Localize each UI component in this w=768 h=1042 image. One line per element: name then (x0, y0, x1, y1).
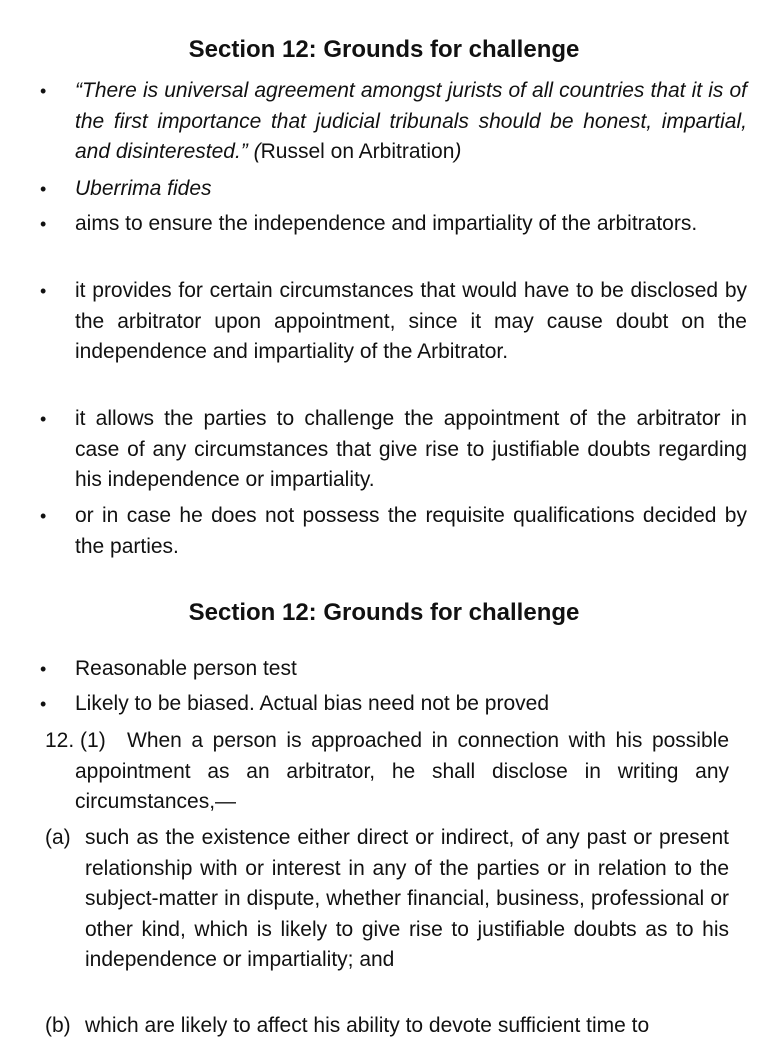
bullet-icon: • (40, 81, 47, 101)
bullet-text: Uberrima fides (75, 177, 212, 200)
bullet-text: it allows the parties to challenge the appointment of the arbitrator in case of any circumstances that give rise to justifiable doubts regarding his independence or impartiality. (75, 407, 747, 491)
clause-number: (a) (45, 826, 71, 849)
quote-text (75, 76, 747, 168)
bullet-item (40, 174, 748, 205)
quote-source: Russel on Arbitration (260, 140, 455, 163)
bullet-icon: • (40, 179, 47, 199)
bullet-text: or in case he does not possess the requisite qualifications decided by the parties. (75, 504, 747, 558)
bullet-icon: • (40, 659, 47, 679)
bullet-icon: • (40, 409, 47, 429)
bullet-item (40, 654, 748, 685)
bullet-item (40, 501, 748, 562)
clause-12-1 (45, 726, 729, 818)
bullet-item (40, 276, 748, 398)
quote-close: ) (454, 140, 462, 163)
bullet-item (40, 689, 748, 720)
clause-b (45, 1011, 729, 1042)
clause-text: which are likely to affect his ability to devote sufficient time to (85, 1014, 650, 1037)
bullet-item-quote (40, 76, 748, 168)
clause-text: such as the existence either direct or indirect, of any past or present relationship with or interest in any of the parties or in relation to the subject-matter in dispute, whether financial, business, professional or other kind, which is likely to give rise to justifiable doubts as to his independence or impartiality; and (85, 826, 729, 971)
bullet-icon: • (40, 214, 47, 234)
section-title-2: Section 12: Grounds for challenge (188, 599, 580, 626)
bullet-text: Likely to be biased. Actual bias need not be proved (75, 692, 549, 715)
bullet-icon: • (40, 506, 47, 526)
section-title-1: Section 12: Grounds for challenge (188, 36, 580, 63)
clause-number: 12. (1) (45, 729, 106, 752)
clause-a (45, 823, 729, 1007)
bullet-item (40, 404, 748, 496)
bullet-text: aims to ensure the independence and impartiality of the arbitrators. (75, 212, 698, 235)
bullet-icon: • (40, 281, 47, 301)
bullet-text: Reasonable person test (75, 657, 297, 680)
bullet-item (40, 209, 748, 270)
clause-text-wrapper (45, 726, 729, 818)
bullet-icon: • (40, 694, 47, 714)
quote-italic: “There is universal agreement amongst jurists of all countries that it is of the first importance that judicial tribunals should be honest, impartial, and disinterested.” ( (75, 79, 747, 163)
bullet-text: it provides for certain circumstances that would have to be disclosed by the arbitrator upon appointment, since it may cause doubt on the independence and impartiality of the Arbitrator. (75, 279, 747, 363)
clause-number: (b) (45, 1014, 71, 1037)
clause-text: When a person is approached in connection with his possible appointment as an arbitrator, he shall disclose in writing any circumstances,— (75, 729, 729, 813)
